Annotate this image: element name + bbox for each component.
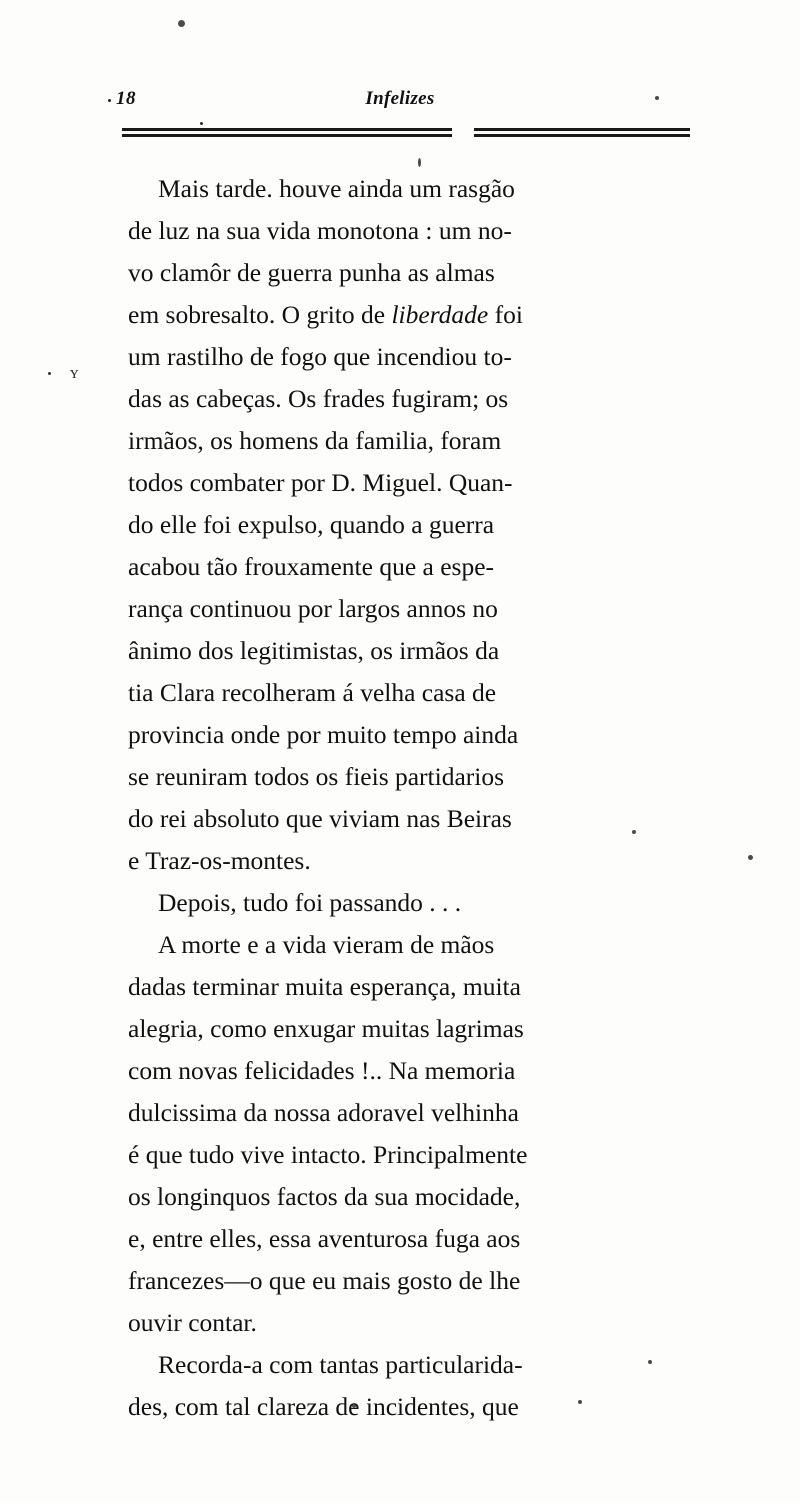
text-line: ouvir contar.: [128, 1308, 257, 1337]
body-text: [128, 168, 688, 1428]
text-line: das as cabeças. Os frades fugiram; os: [128, 384, 509, 413]
text-line: se reuniram todos os fieis partidarios: [128, 762, 505, 791]
text-line: acabou tão frouxamente que a espe-: [128, 552, 495, 581]
text-line: dulcissima da nossa adoravel velhinha: [128, 1098, 519, 1127]
margin-dot-icon: [48, 372, 51, 375]
text-line: francezes—o que eu mais gosto de lhe: [128, 1266, 521, 1295]
text-line: alegria, como enxugar muitas lagrimas: [128, 1014, 524, 1043]
scan-speck: [748, 855, 753, 860]
scan-speck: [418, 158, 421, 167]
text-line: tia Clara recolheram á velha casa de: [128, 678, 497, 707]
text-line: Depois, tudo foi passando . . .: [158, 888, 462, 917]
rule-top: [122, 128, 690, 131]
text-line: um rastilho de fogo que incendiou to-: [128, 342, 512, 371]
page-number: 18: [116, 88, 136, 109]
text-line: irmãos, os homens da familia, foram: [128, 426, 502, 455]
header-double-rule: [122, 128, 690, 136]
text-line: e Traz-os-montes.: [128, 846, 311, 875]
paragraph: [128, 924, 688, 1344]
text-line: des, com tal clareza de incidentes, que: [128, 1392, 519, 1421]
emphasis-word: liberdade: [391, 300, 489, 329]
text-line: e, entre elles, essa aventurosa fuga aos: [128, 1224, 521, 1253]
text-line: Recorda-a com tantas particularida-: [158, 1350, 523, 1379]
text-line: é que tudo vive intacto. Principalmente: [128, 1140, 528, 1169]
text-line: dadas terminar muita esperança, muita: [128, 972, 521, 1001]
text-line: com novas felicidades !.. Na memoria: [128, 1056, 516, 1085]
rule-gap: [452, 127, 474, 138]
text-line: rança continuou por largos annos no: [128, 594, 498, 623]
text-line: em sobresalto. O grito de liberdade foi: [128, 300, 523, 329]
text-line: os longinquos factos da sua mocidade,: [128, 1182, 521, 1211]
margin-mark: ʏ: [70, 363, 79, 382]
text-line: do elle foi expulso, quando a guerra: [128, 510, 495, 539]
text-line: Mais tarde. houve ainda um rasgão: [158, 174, 515, 203]
text-line: de luz na sua vida monotona : um no-: [128, 216, 512, 245]
running-title: Infelizes: [365, 88, 435, 109]
paragraph: [128, 168, 688, 882]
scan-speck: [200, 122, 203, 125]
text-line: A morte e a vida vieram de mãos: [158, 930, 495, 959]
text-line: ânimo dos legitimistas, os irmãos da: [128, 636, 500, 665]
text-line: do rei absoluto que viviam nas Beiras: [128, 804, 512, 833]
text-line: vo clamôr de guerra punha as almas: [128, 258, 495, 287]
paragraph: [128, 882, 688, 924]
scan-speck: [178, 20, 185, 27]
text-line: todos combater por D. Miguel. Quan-: [128, 468, 513, 497]
text-line: provincia onde por muito tempo ainda: [128, 720, 519, 749]
running-head: [108, 88, 692, 112]
paragraph: [128, 1344, 688, 1428]
rule-bottom: [122, 134, 690, 137]
